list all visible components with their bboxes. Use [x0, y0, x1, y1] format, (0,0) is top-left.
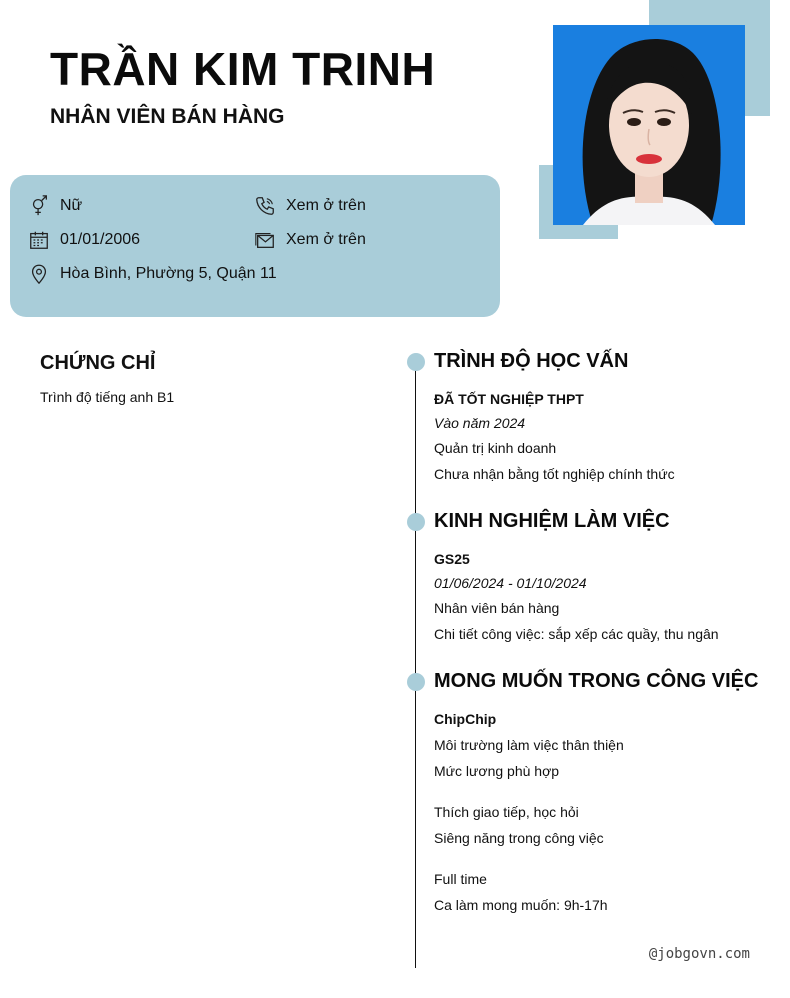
contact-info-box: [10, 175, 500, 317]
profile-photo: [553, 25, 745, 225]
portrait-illustration: [553, 25, 745, 225]
experience-company: GS25: [434, 551, 470, 567]
experience-title: KINH NGHIỆM LÀM VIỆC: [434, 510, 670, 532]
contact-phone: [254, 194, 366, 218]
certificate-item: Trình độ tiếng anh B1: [40, 389, 175, 405]
candidate-name: TRẦN KIM TRINH: [50, 43, 436, 95]
timeline-dot-goals: [407, 673, 425, 691]
education-title: TRÌNH ĐỘ HỌC VẤN: [434, 350, 629, 372]
experience-date: 01/06/2024 - 01/10/2024: [434, 575, 587, 591]
birthday-text: 01/01/2006: [60, 231, 141, 248]
timeline-dot-education: [407, 353, 425, 371]
email-text: Xem ở trên: [286, 231, 366, 248]
goals-company: ChipChip: [434, 711, 497, 727]
goals-line: Ca làm mong muốn: 9h-17h: [434, 897, 608, 913]
education-line: Quản trị kinh doanh: [434, 440, 557, 456]
contact-birthday: [28, 228, 140, 252]
footer-watermark: @jobgovn.com: [648, 946, 750, 962]
contact-gender: [28, 194, 82, 218]
address-text: Hòa Bình, Phường 5, Quận 11: [60, 265, 277, 282]
goals-line: Môi trường làm việc thân thiện: [434, 737, 624, 753]
goals-line: Full time: [434, 871, 487, 887]
goals-title: MONG MUỐN TRONG CÔNG VIỆC: [434, 670, 759, 692]
gender-text: Nữ: [60, 197, 83, 214]
phone-text: Xem ở trên: [286, 197, 366, 214]
mail-icon: [254, 229, 276, 251]
job-title: NHÂN VIÊN BÁN HÀNG: [50, 105, 285, 128]
education-date: Vào năm 2024: [434, 415, 526, 431]
experience-line: Chi tiết công việc: sắp xếp các quầy, thu ngân: [434, 626, 719, 642]
goals-line: Thích giao tiếp, học hỏi: [434, 804, 579, 820]
timeline-line: [415, 360, 416, 968]
calendar-icon: [28, 229, 50, 251]
goals-line: Siêng năng trong công việc: [434, 830, 604, 846]
goals-line: Mức lương phù hợp: [434, 763, 560, 779]
certificates-title: CHỨNG CHỈ: [40, 352, 156, 374]
education-heading: ĐÃ TỐT NGHIỆP THPT: [434, 391, 584, 407]
gender-icon: [28, 195, 50, 217]
contact-email: [254, 228, 366, 252]
education-line: Chưa nhận bằng tốt nghiệp chính thức: [434, 466, 675, 482]
phone-icon: [254, 195, 276, 217]
timeline-dot-experience: [407, 513, 425, 531]
experience-line: Nhân viên bán hàng: [434, 600, 560, 616]
contact-address: [28, 262, 277, 286]
location-pin-icon: [28, 263, 50, 285]
